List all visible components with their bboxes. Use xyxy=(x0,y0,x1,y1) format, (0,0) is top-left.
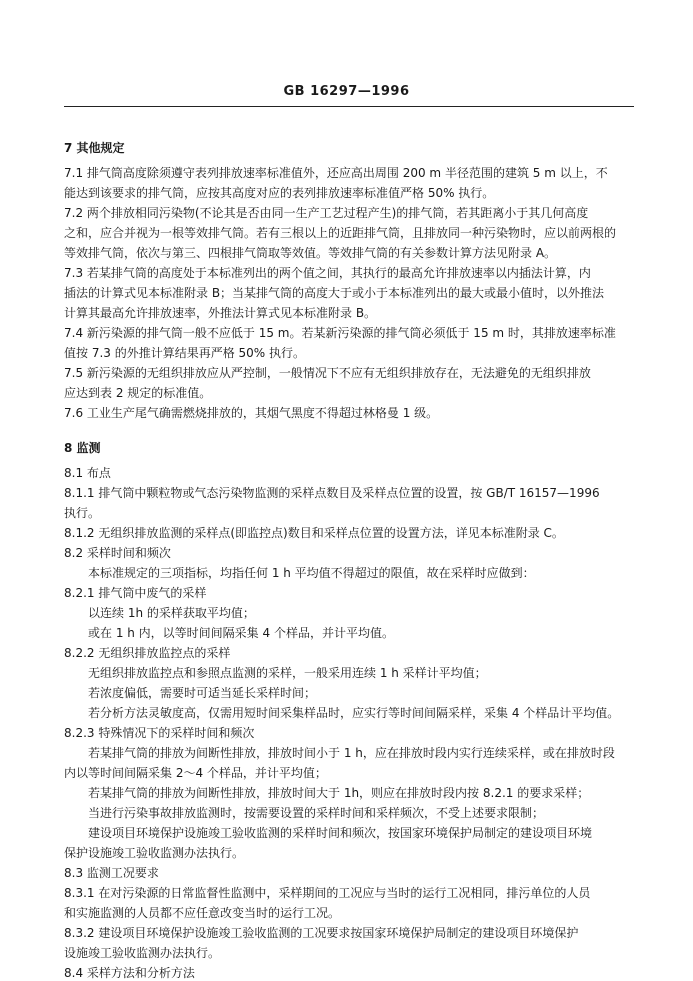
text-line-s7-heading: 7 其他规定 xyxy=(64,141,125,155)
text-line-p8-2-3-e: 建设项目环境保护设施竣工验收监测的采样时间和频次，按国家环境保护局制定的建设项目环境 xyxy=(88,826,593,840)
text-line-p8-2-3-c: 若某排气筒的排放为间断性排放，排放时间大于 1h，则应在排放时段内按 8.2.1 的要求采样； xyxy=(88,786,590,800)
text-line-p8-2-3-f: 保护设施竣工验收监测办法执行。 xyxy=(64,846,245,860)
text-line-p7-3-c: 计算其最高允许排放速率，外推法计算式见本标准附录 B。 xyxy=(64,306,377,320)
text-line-s8-2-1: 8.2.1 排气筒中废气的采样 xyxy=(64,586,207,600)
text-line-p7-1-b: 能达到该要求的排气筒，应按其高度对应的表列排放速率标准值严格 50% 执行。 xyxy=(64,186,495,200)
text-line-p8-3-1-b: 和实施监测的人员都不应任意改变当时的运行工况。 xyxy=(64,906,341,920)
text-line-p8-2-2-b: 若浓度偏低，需要时可适当延长采样时间； xyxy=(88,686,317,700)
text-line-p7-5-a: 7.5 新污染源的无组织排放应从严控制，一般情况下不应有无组织排放存在，无法避免的无组织排放 xyxy=(64,366,591,380)
text-line-p7-5-b: 应达到表 2 规定的标准值。 xyxy=(64,386,212,400)
header-rule xyxy=(64,106,634,107)
text-line-p7-2-c: 等效排气筒，依次与第三、四根排气筒取等效值。等效排气筒的有关参数计算方法见附录 A。 xyxy=(64,246,557,260)
text-line-s8-1: 8.1 布点 xyxy=(64,466,111,480)
text-line-p8-2-2-c: 若分析方法灵敏度高，仅需用短时间采集样品时，应实行等时间间隔采样，采集 4 个样品计平均值。 xyxy=(88,706,620,720)
text-line-p8-2-intro: 本标准规定的三项指标，均指任何 1 h 平均值不得超过的限值，故在采样时应做到： xyxy=(88,566,535,580)
text-line-p7-2-a: 7.2 两个排放相同污染物(不论其是否由同一生产工艺过程产生)的排气筒，若其距离小于其几何高度 xyxy=(64,206,589,220)
text-line-p7-4-b: 值按 7.3 的外推计算结果再严格 50% 执行。 xyxy=(64,346,306,360)
text-line-p8-2-1-a: 以连续 1h 的采样获取平均值； xyxy=(88,606,255,620)
text-line-s8-3: 8.3 监测工况要求 xyxy=(64,866,159,880)
standard-number-header: GB 16297—1996 xyxy=(283,84,410,99)
text-line-s8-heading: 8 监测 xyxy=(64,441,101,455)
text-line-p7-2-b: 之和，应合并视为一根等效排气筒。若有三根以上的近距排气筒，且排放同一种污染物时，应以前两根的 xyxy=(64,226,617,240)
text-line-p7-3-a: 7.3 若某排气筒的高度处于本标准列出的两个值之间，其执行的最高允许排放速率以内插法计算，内 xyxy=(64,266,591,280)
text-line-s8-2-3: 8.2.3 特殊情况下的采样时间和频次 xyxy=(64,726,255,740)
text-line-p7-6: 7.6 工业生产尾气确需燃烧排放的，其烟气黑度不得超过林格曼 1 级。 xyxy=(64,406,439,420)
text-line-p8-1-1-a: 8.1.1 排气筒中颗粒物或气态污染物监测的采样点数目及采样点位置的设置，按 GB/T 16157—1996 xyxy=(64,486,600,500)
text-line-p7-4-a: 7.4 新污染源的排气筒一般不应低于 15 m。若某新污染源的排气筒必须低于 15 m 时，其排放速率标准 xyxy=(64,326,616,340)
text-line-s8-2: 8.2 采样时间和频次 xyxy=(64,546,171,560)
text-line-p7-3-b: 插法的计算式见本标准附录 B；当某排气筒的高度大于或小于本标准列出的最大或最小值时，以外推法 xyxy=(64,286,605,300)
text-line-p7-1-a: 7.1 排气筒高度除须遵守表列排放速率标准值外，还应高出周围 200 m 半径范围的建筑 5 m 以上，不 xyxy=(64,166,608,180)
text-line-p8-3-1-a: 8.3.1 在对污染源的日常监督性监测中，采样期间的工况应与当时的运行工况相同，排污单位的人员 xyxy=(64,886,591,900)
text-line-s8-2-2: 8.2.2 无组织排放监控点的采样 xyxy=(64,646,231,660)
text-line-p8-2-3-d: 当进行污染事故排放监测时，按需要设置的采样时间和采样频次，不受上述要求限制； xyxy=(88,806,545,820)
text-line-p8-2-3-a: 若某排气筒的排放为间断性排放，排放时间小于 1 h，应在排放时段内实行连续采样，或在排放时段 xyxy=(88,746,615,760)
text-line-p8-2-3-b: 内以等时间间隔采集 2～4 个样品，并计平均值； xyxy=(64,766,327,780)
text-line-p8-1-2: 8.1.2 无组织排放监测的采样点(即监控点)数目和采样点位置的设置方法，详见本标准附录 C。 xyxy=(64,526,564,540)
text-line-p8-3-2-a: 8.3.2 建设项目环境保护设施竣工验收监测的工况要求按国家环境保护局制定的建设项目环境保护 xyxy=(64,926,579,940)
text-line-p8-2-2-a: 无组织排放监控点和参照点监测的采样，一般采用连续 1 h 采样计平均值； xyxy=(88,666,487,680)
text-line-s8-4: 8.4 采样方法和分析方法 xyxy=(64,966,195,980)
text-line-p8-3-2-b: 设施竣工验收监测办法执行。 xyxy=(64,946,221,960)
text-line-p8-1-1-b: 执行。 xyxy=(64,506,101,520)
text-line-p8-2-1-b: 或在 1 h 内，以等时间间隔采集 4 个样品，并计平均值。 xyxy=(88,626,394,640)
